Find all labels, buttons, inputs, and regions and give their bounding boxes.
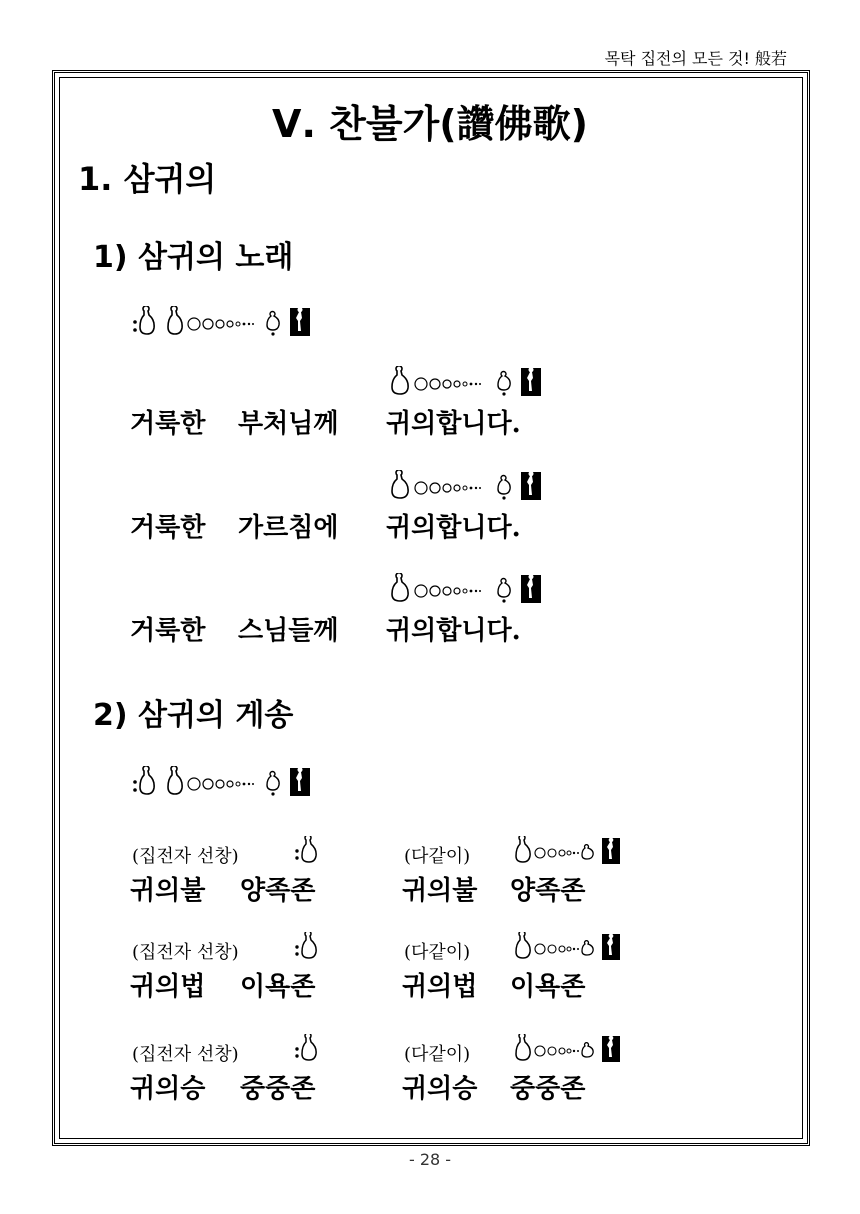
gyesong-line-2-all-b: 이욕존 (510, 972, 586, 1002)
moktak-single-strike-icon (132, 306, 158, 336)
moktak-small-strike-icon (493, 470, 515, 500)
moktak-single-strike-icon (294, 1034, 320, 1062)
moktak-notation-intro-1 (132, 306, 310, 336)
verse-line-2-part-b: 가르침에 (238, 513, 339, 543)
moktak-small-strike-icon (493, 573, 515, 603)
verse-line-3-part-b: 스님들께 (238, 616, 339, 646)
gyesong-line-1-leader-a: 귀의불 (130, 876, 206, 906)
gyesong-line-2-all-a: 귀의법 (402, 972, 478, 1002)
moktak-single-strike-icon (294, 932, 320, 960)
moktak-roll-icon (387, 573, 487, 603)
moktak-roll-icon (512, 1034, 596, 1062)
bow-icon (521, 472, 541, 500)
verse-line-1-part-c: 귀의합니다. (386, 409, 521, 439)
running-header: 목탁 집전의 모든 것! 般若 (604, 49, 787, 68)
moktak-small-strike-icon (262, 766, 284, 796)
bow-icon (290, 308, 310, 336)
verse-line-2-part-a: 거룩한 (130, 513, 206, 543)
moktak-roll-icon (387, 470, 487, 500)
gyesong-line-1-all-a: 귀의불 (402, 876, 478, 906)
moktak-roll-icon (512, 836, 596, 864)
moktak-roll-icon (512, 932, 596, 960)
moktak-notation-leader-1 (294, 836, 320, 864)
all-label-2: (다같이) (404, 942, 471, 963)
moktak-notation-all-2 (512, 932, 620, 960)
leader-label-2: (집전자 선창) (132, 942, 239, 963)
gyesong-line-3-all-a: 귀의승 (402, 1074, 478, 1104)
bow-icon (602, 838, 620, 864)
gyesong-line-1-all-b: 양족존 (510, 876, 586, 906)
verse-line-1-part-a: 거룩한 (130, 409, 206, 439)
gyesong-line-2-leader-b: 이욕존 (240, 972, 316, 1002)
page-number: - 28 - (408, 1150, 452, 1169)
moktak-notation-all-3 (512, 1034, 620, 1062)
moktak-small-strike-icon (262, 306, 284, 336)
moktak-roll-icon (387, 366, 487, 396)
verse-line-3-part-c: 귀의합니다. (386, 616, 521, 646)
subsection-heading-2: 2) 삼귀의 게송 (93, 698, 294, 733)
gyesong-line-2-leader-a: 귀의법 (130, 972, 206, 1002)
moktak-notation-line-3 (387, 573, 541, 603)
gyesong-line-3-all-b: 중중존 (510, 1074, 586, 1104)
moktak-single-strike-icon (132, 766, 158, 796)
moktak-small-strike-icon (493, 366, 515, 396)
all-label-1: (다같이) (404, 846, 471, 867)
moktak-single-strike-icon (294, 836, 320, 864)
verse-line-3-part-a: 거룩한 (130, 616, 206, 646)
page-title: Ⅴ. 찬불가(讚佛歌) (272, 102, 588, 146)
moktak-notation-line-2 (387, 470, 541, 500)
gyesong-line-3-leader-a: 귀의승 (130, 1074, 206, 1104)
all-label-3: (다같이) (404, 1044, 471, 1065)
gyesong-line-1-leader-b: 양족존 (240, 876, 316, 906)
subsection-heading-1: 1) 삼귀의 노래 (93, 240, 294, 275)
bow-icon (602, 1036, 620, 1062)
section-heading: 1. 삼귀의 (78, 160, 217, 198)
leader-label-1: (집전자 선창) (132, 846, 239, 867)
moktak-notation-all-1 (512, 836, 620, 864)
moktak-notation-leader-2 (294, 932, 320, 960)
leader-label-3: (집전자 선창) (132, 1044, 239, 1065)
bow-icon (521, 575, 541, 603)
bow-icon (602, 934, 620, 960)
bow-icon (290, 768, 310, 796)
gyesong-line-3-leader-b: 중중존 (240, 1074, 316, 1104)
moktak-roll-icon (164, 766, 256, 796)
moktak-notation-leader-3 (294, 1034, 320, 1062)
verse-line-1-part-b: 부처님께 (238, 409, 339, 439)
bow-icon (521, 368, 541, 396)
moktak-roll-icon (164, 306, 256, 336)
moktak-notation-intro-2 (132, 766, 310, 796)
verse-line-2-part-c: 귀의합니다. (386, 513, 521, 543)
moktak-notation-line-1 (387, 366, 541, 396)
